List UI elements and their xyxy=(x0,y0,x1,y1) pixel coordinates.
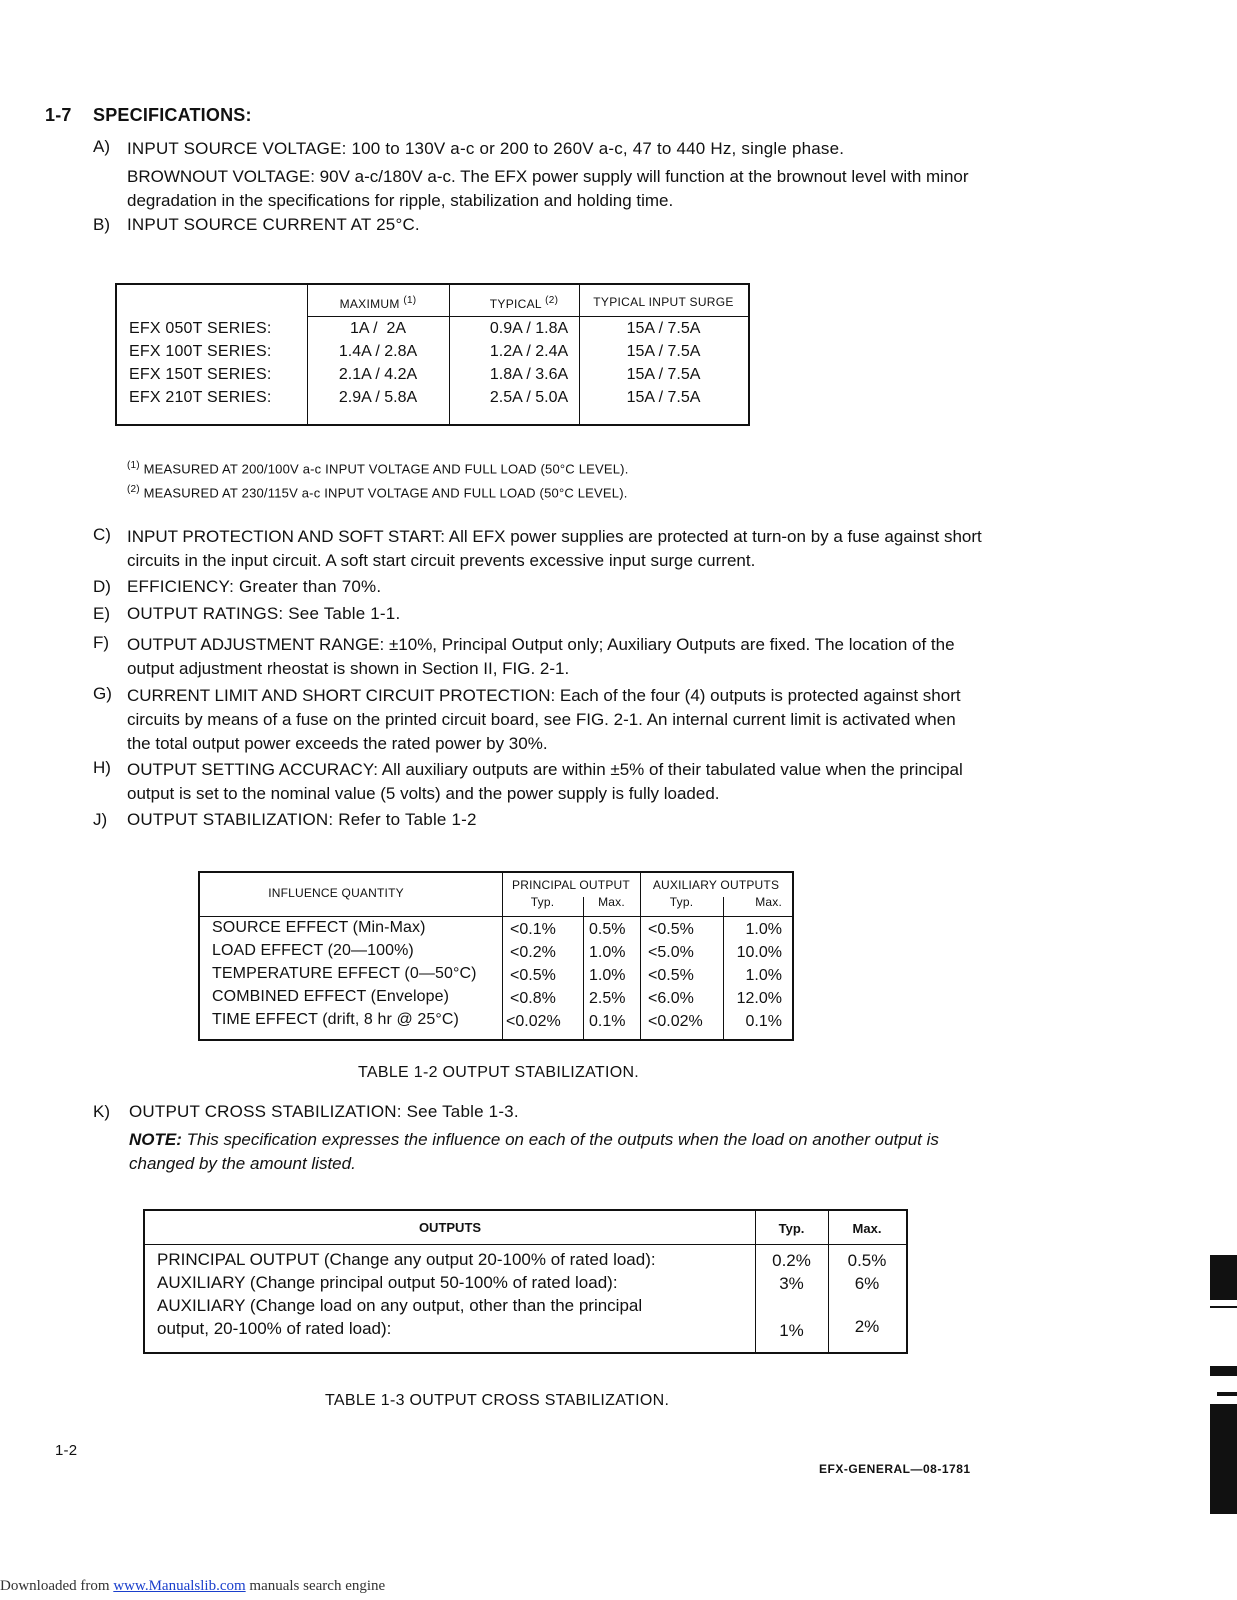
cross-typ-value: 0.2% xyxy=(772,1251,811,1270)
item-d-letter: D) xyxy=(93,577,111,596)
input-current-table xyxy=(115,283,750,426)
influence-quantity-label: TEMPERATURE EFFECT (0—50°C) xyxy=(212,965,477,982)
series-label: EFX 150T SERIES: xyxy=(129,366,272,383)
manualslib-link[interactable]: www.Manualslib.com xyxy=(113,1578,246,1594)
cross-row-label: PRINCIPAL OUTPUT (Change any output 20-100% of rated load): xyxy=(157,1250,656,1269)
output-cross-stabilization-table xyxy=(143,1209,908,1354)
header-principal-typ: Typ. xyxy=(530,895,555,909)
cross-max-value: 6% xyxy=(854,1274,880,1293)
header-typical-surge: TYPICAL INPUT SURGE xyxy=(593,295,734,309)
surge-current: 15A / 7.5A xyxy=(626,343,701,360)
item-j-letter: J) xyxy=(93,810,108,829)
item-c-letter: C) xyxy=(93,525,111,544)
scan-edge-mark xyxy=(1217,1392,1237,1396)
cross-row-label-cont: output, 20-100% of rated load): xyxy=(157,1319,392,1338)
section-number: 1-7 xyxy=(45,105,72,125)
max-current: 2.9A / 5.8A xyxy=(338,389,418,406)
item-e-letter: E) xyxy=(93,604,110,623)
cross-row-label: AUXILIARY (Change principal output 50-100% of rated load): xyxy=(157,1273,618,1292)
surge-current: 15A / 7.5A xyxy=(626,320,701,337)
item-b-text: INPUT SOURCE CURRENT AT 25°C. xyxy=(127,215,420,234)
surge-current: 15A / 7.5A xyxy=(626,366,701,383)
item-b-letter: B) xyxy=(93,215,110,234)
item-g-letter: G) xyxy=(93,684,112,703)
auxiliary-typ-value: <0.02% xyxy=(648,1013,703,1030)
header-maximum: MAXIMUM $^{(1)}$ xyxy=(339,295,417,311)
header-principal-output: PRINCIPAL OUTPUT xyxy=(512,878,630,892)
max-current: 1A / 2A xyxy=(349,320,407,337)
item-c-text: INPUT PROTECTION AND SOFT START: All EFX power supplies are protected at turn-on by a fuse against short circuits in the input circuit. A soft start circuit prevents excessive input surge current. xyxy=(127,527,982,570)
principal-typ-value: <0.2% xyxy=(510,944,556,961)
principal-max-value: 2.5% xyxy=(589,990,626,1007)
table-1-3-caption: TABLE 1-3 OUTPUT CROSS STABILIZATION. xyxy=(325,1392,670,1409)
influence-quantity-label: TIME EFFECT (drift, 8 hr @ 25°C) xyxy=(212,1011,459,1028)
principal-max-value: 1.0% xyxy=(589,967,626,984)
cross-max-value: 2% xyxy=(854,1317,880,1336)
max-current: 2.1A / 4.2A xyxy=(338,366,418,383)
document-code: EFX-GENERAL—08-1781 xyxy=(819,1462,971,1476)
item-e-text: OUTPUT RATINGS: See Table 1-1. xyxy=(127,604,401,623)
item-a-input-voltage: INPUT SOURCE VOLTAGE: 100 to 130V a-c or 200 to 260V a-c, 47 to 440 Hz, single phase. xyxy=(127,139,845,158)
influence-quantity-label: COMBINED EFFECT (Envelope) xyxy=(212,988,450,1005)
section-title: SPECIFICATIONS: xyxy=(93,105,252,125)
item-a-letter: A) xyxy=(93,137,110,156)
series-label: EFX 100T SERIES: xyxy=(129,343,272,360)
auxiliary-max-value: 1.0% xyxy=(745,967,782,984)
principal-max-value: 1.0% xyxy=(589,944,626,961)
header-principal-max: Max. xyxy=(598,895,625,909)
download-footer: Downloaded from www.Manualslib.com manuals search engine xyxy=(0,1578,386,1594)
item-f-letter: F) xyxy=(93,633,110,652)
auxiliary-typ-value: <0.5% xyxy=(648,921,694,938)
header-typical: TYPICAL $^{(2)}$ xyxy=(489,295,559,311)
influence-quantity-label: LOAD EFFECT (20—100%) xyxy=(212,942,414,959)
header-auxiliary-outputs: AUXILIARY OUTPUTS xyxy=(652,878,780,892)
series-label: EFX 210T SERIES: xyxy=(129,389,272,406)
principal-typ-value: <0.5% xyxy=(510,967,556,984)
influence-quantity-label: SOURCE EFFECT (Min-Max) xyxy=(212,919,426,936)
typical-current: 0.9A / 1.8A xyxy=(489,320,569,337)
item-j-text: OUTPUT STABILIZATION: Refer to Table 1-2 xyxy=(127,810,477,829)
footnote-2: $^{(2)}$ MEASURED AT 230/115V a-c INPUT VOLTAGE AND FULL LOAD (50°C LEVEL). xyxy=(127,484,628,501)
surge-current: 15A / 7.5A xyxy=(626,389,701,406)
auxiliary-max-value: 0.1% xyxy=(745,1013,782,1030)
item-k-text: OUTPUT CROSS STABILIZATION: See Table 1-3. xyxy=(129,1102,519,1121)
item-d-text: EFFICIENCY: Greater than 70%. xyxy=(127,577,382,596)
header-outputs: OUTPUTS xyxy=(418,1220,482,1235)
auxiliary-max-value: 10.0% xyxy=(736,944,782,961)
principal-typ-value: <0.8% xyxy=(510,990,556,1007)
output-stabilization-table xyxy=(198,871,794,1041)
scan-edge-mark xyxy=(1210,1404,1237,1514)
series-label: EFX 050T SERIES: xyxy=(129,320,272,337)
cross-typ-value: 1% xyxy=(779,1321,804,1340)
item-f-text: OUTPUT ADJUSTMENT RANGE: ±10%, Principal Output only; Auxiliary Outputs are fixed. The location of the output adjustment rheostat is shown in Section II, FIG. 2-1. xyxy=(127,635,955,678)
header-auxiliary-typ: Typ. xyxy=(669,895,694,909)
auxiliary-max-value: 1.0% xyxy=(745,921,782,938)
item-a-brownout: BROWNOUT VOLTAGE: 90V a-c/180V a-c. The EFX power supply will function at the brownout level with minor degradation in the specifications for ripple, stabilization and holding time. xyxy=(127,167,969,210)
footnote-1: $^{(1)}$ MEASURED AT 200/100V a-c INPUT VOLTAGE AND FULL LOAD (50°C LEVEL). xyxy=(127,460,629,477)
cross-row-label: AUXILIARY (Change load on any output, other than the principal xyxy=(157,1296,643,1315)
max-current: 1.4A / 2.8A xyxy=(338,343,418,360)
item-k-letter: K) xyxy=(93,1102,110,1121)
typical-current: 1.8A / 3.6A xyxy=(489,366,569,383)
principal-typ-value: <0.1% xyxy=(510,921,556,938)
typical-current: 2.5A / 5.0A xyxy=(489,389,569,406)
cross-typ-value: 3% xyxy=(779,1274,804,1293)
principal-typ-value: <0.02% xyxy=(506,1013,561,1030)
auxiliary-typ-value: <0.5% xyxy=(648,967,694,984)
auxiliary-max-value: 12.0% xyxy=(736,990,782,1007)
typical-current: 1.2A / 2.4A xyxy=(489,343,569,360)
header-influence-quantity: INFLUENCE QUANTITY xyxy=(268,886,404,900)
scan-edge-mark xyxy=(1210,1306,1237,1308)
auxiliary-typ-value: <5.0% xyxy=(648,944,694,961)
header-max: Max. xyxy=(852,1221,882,1236)
scan-edge-mark xyxy=(1210,1366,1237,1376)
auxiliary-typ-value: <6.0% xyxy=(648,990,694,1007)
item-g-text: CURRENT LIMIT AND SHORT CIRCUIT PROTECTION: Each of the four (4) outputs is protected against short circuits by means of a fuse on the printed circuit board, see FIG. 2-1. An internal current limit is activated when the total output power exceeds the rated power by 30%. xyxy=(127,686,961,753)
item-h-letter: H) xyxy=(93,758,111,777)
table-1-2-caption: TABLE 1-2 OUTPUT STABILIZATION. xyxy=(358,1064,640,1081)
item-h-text: OUTPUT SETTING ACCURACY: All auxiliary outputs are within ±5% of their tabulated value when the principal output is set to the nominal value (5 volts) and the power supply is fully loaded. xyxy=(127,760,963,803)
cross-max-value: 0.5% xyxy=(847,1251,887,1270)
principal-max-value: 0.5% xyxy=(589,921,626,938)
item-k-note: NOTE: This specification expresses the influence on each of the outputs when the load on another output is changed by the amount listed. xyxy=(129,1130,939,1173)
principal-max-value: 0.1% xyxy=(589,1013,626,1030)
scan-edge-mark xyxy=(1210,1255,1237,1300)
header-auxiliary-max: Max. xyxy=(755,895,782,909)
page-number: 1-2 xyxy=(55,1442,78,1459)
header-typ: Typ. xyxy=(778,1221,805,1236)
